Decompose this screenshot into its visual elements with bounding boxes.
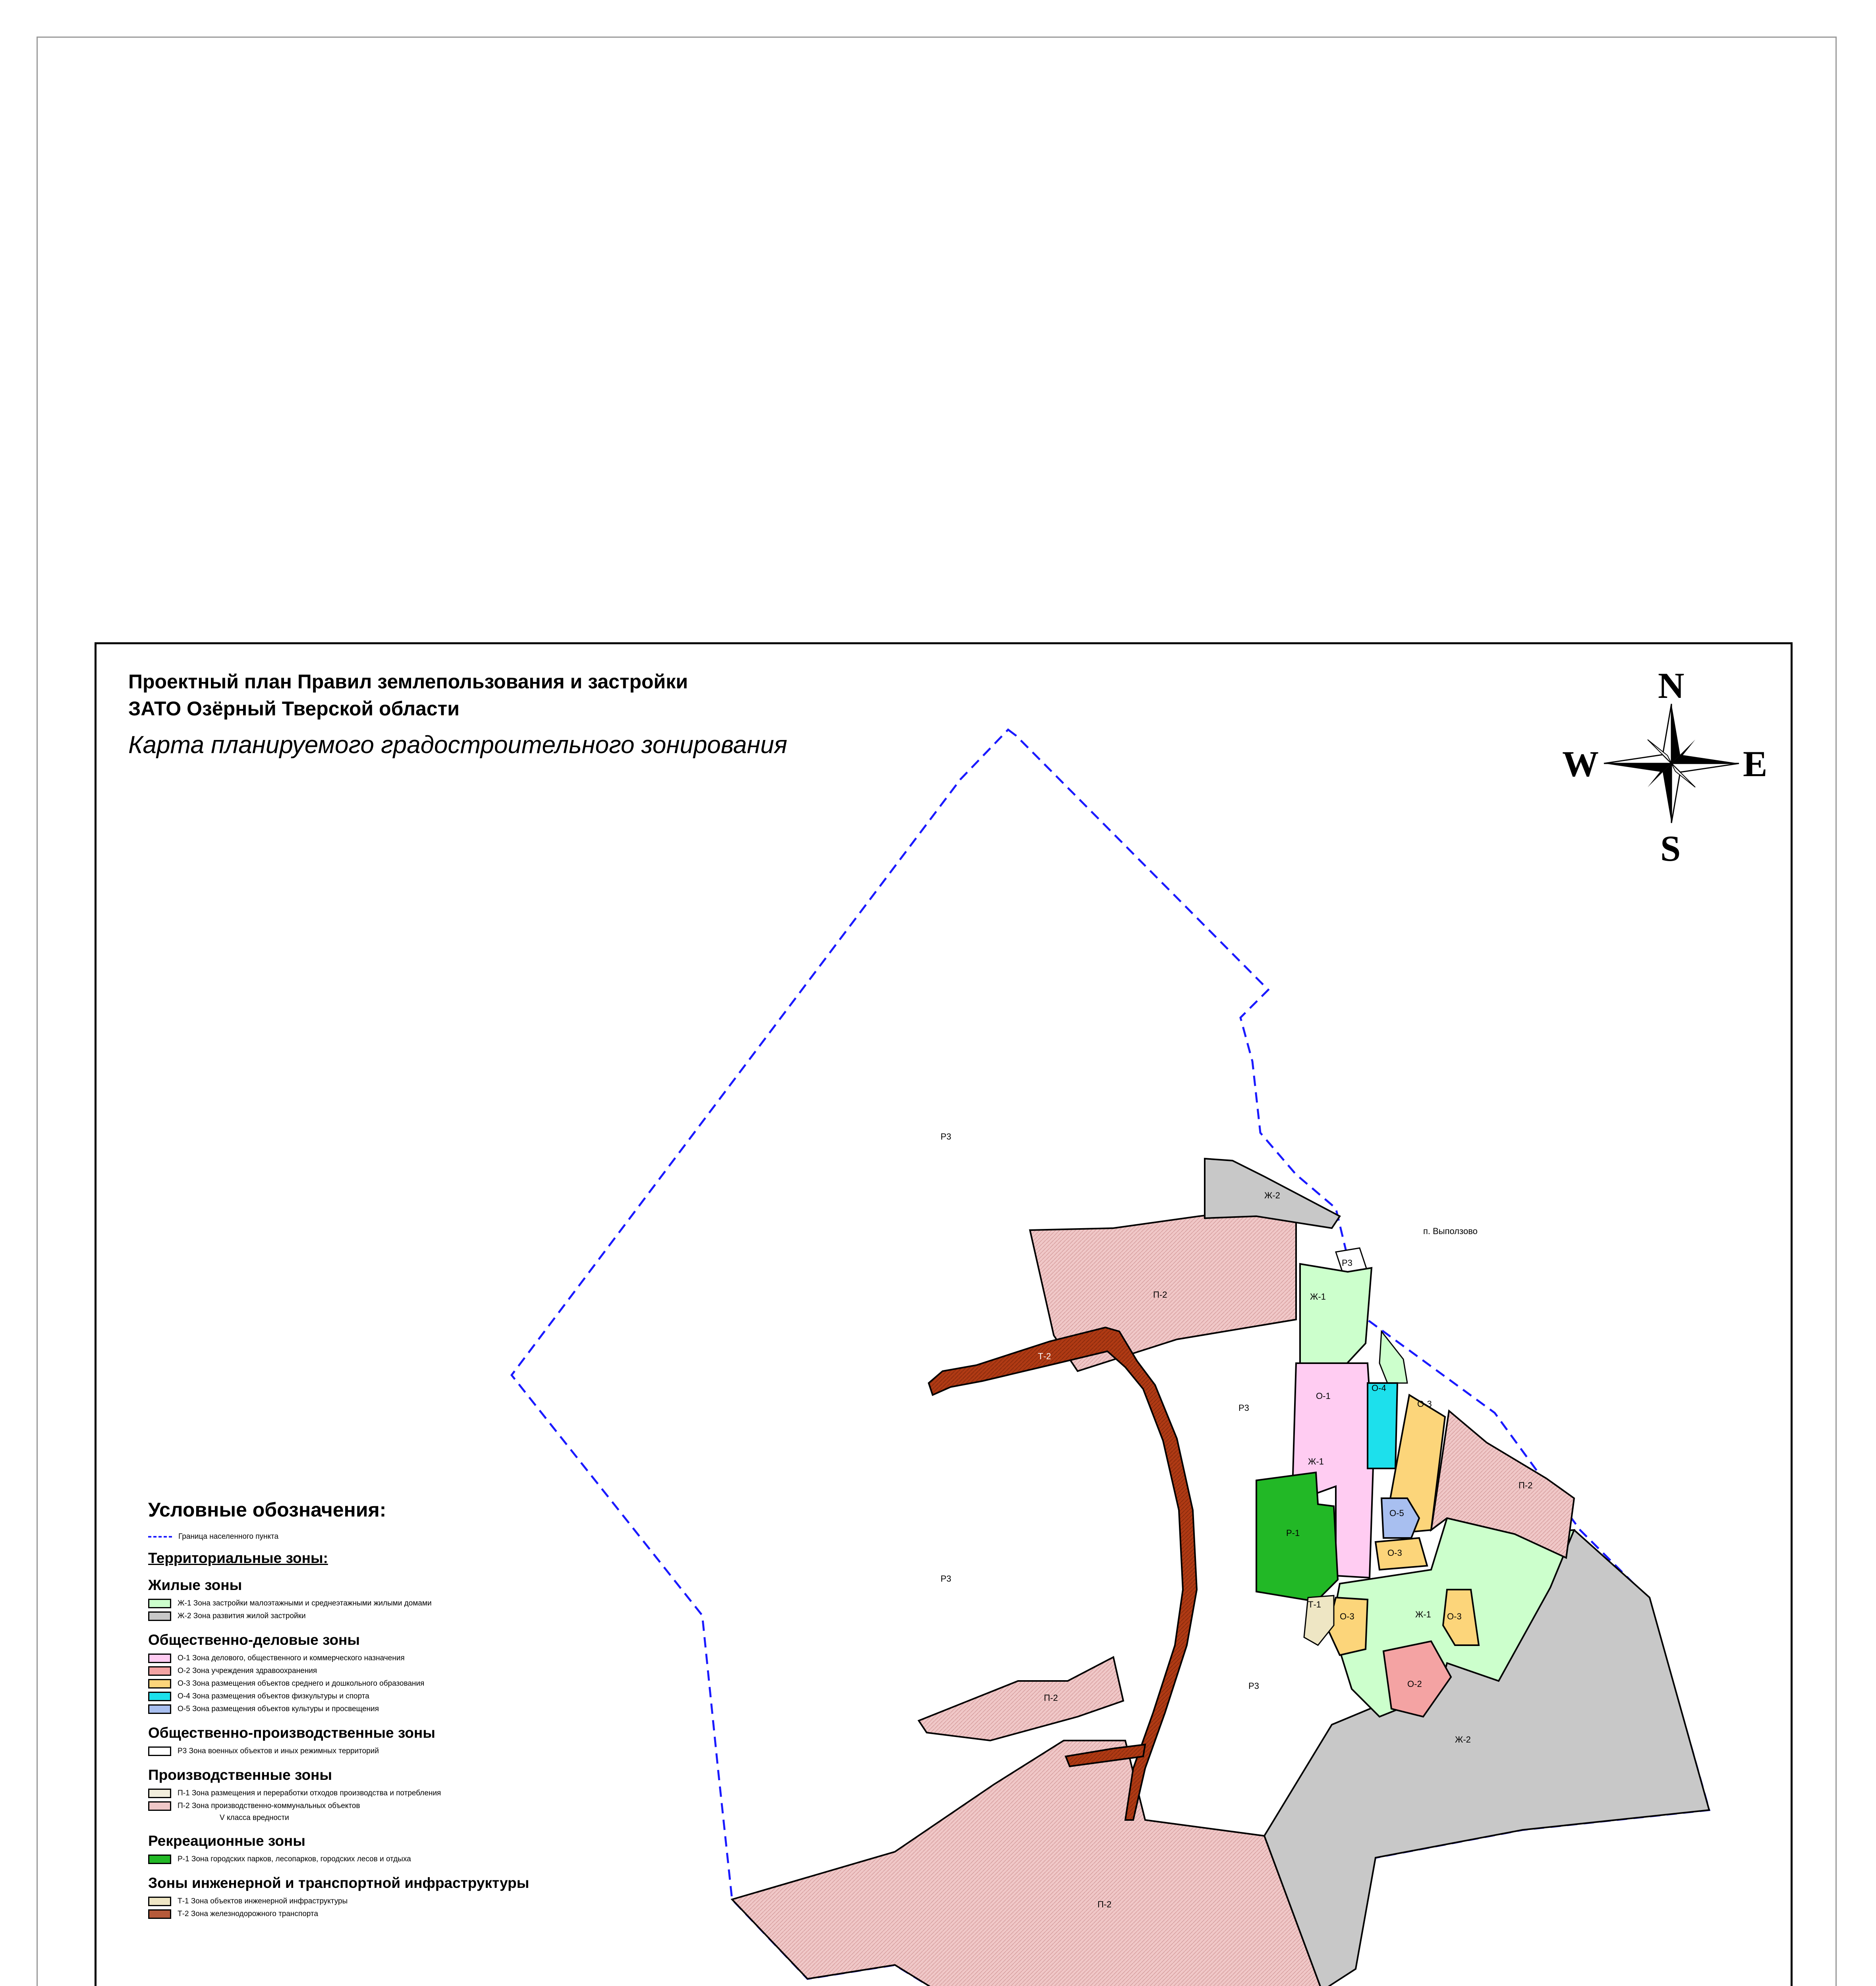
legend-item — [148, 1909, 665, 1919]
legend-item — [148, 1746, 665, 1756]
label-zh1-south: Ж-1 — [1415, 1609, 1431, 1619]
label-r3-south: Р3 — [1248, 1681, 1259, 1691]
zone-zh1-north — [1300, 1264, 1372, 1371]
legend-swatch-o1 — [148, 1654, 171, 1663]
label-r3-center: Р3 — [1238, 1403, 1249, 1413]
legend-item-label: О-5 Зона размещения объектов культуры и просвещения — [178, 1705, 379, 1713]
legend-item — [148, 1854, 665, 1864]
map-frame — [95, 642, 1793, 1986]
legend-swatch-p1 — [148, 1789, 171, 1798]
legend-boundary-label: Граница населенного пункта — [178, 1532, 279, 1541]
legend-group-heading: Жилые зоны — [148, 1577, 242, 1593]
legend-swatch-o2 — [148, 1666, 171, 1676]
label-t2: Т-2 — [1038, 1351, 1051, 1361]
legend-item-label: Р-1 Зона городских парков, лесопарков, городских лесов и отдыха — [178, 1855, 411, 1863]
legend-territorial-heading: Территориальные зоны: — [148, 1550, 328, 1566]
legend-item-label: О-2 Зона учреждения здравоохранения — [178, 1667, 317, 1675]
label-o3-west: О-3 — [1340, 1611, 1354, 1621]
label-o4: О-4 — [1372, 1383, 1386, 1393]
legend-group-heading: Общественно-производственные зоны — [148, 1725, 435, 1741]
title-line-1: Проектный план Правил землепользования и застройки — [128, 670, 688, 693]
legend-item — [148, 1679, 665, 1689]
compass-w: W — [1562, 744, 1599, 784]
legend — [148, 1498, 665, 1922]
label-p2-east: П-2 — [1519, 1480, 1533, 1490]
label-t1: Т-1 — [1308, 1600, 1321, 1609]
compass-n: N — [1658, 665, 1685, 706]
label-settlement: п. Выползово — [1423, 1226, 1478, 1236]
legend-boundary — [148, 1532, 665, 1542]
legend-item-label: О-3 Зона размещения объектов среднего и дошкольного образования — [178, 1679, 425, 1688]
label-r3-small: Р3 — [1342, 1258, 1352, 1268]
legend-group-heading: Рекреационные зоны — [148, 1833, 305, 1849]
label-o3-east-small: О-3 — [1447, 1611, 1462, 1621]
legend-swatch-o4 — [148, 1692, 171, 1701]
label-r1: Р-1 — [1286, 1528, 1300, 1538]
legend-swatch-zh2 — [148, 1611, 171, 1621]
legend-group-heading: Производственные зоны — [148, 1767, 332, 1783]
title-line-2: ЗАТО Озёрный Тверской области — [128, 697, 460, 720]
legend-item — [148, 1691, 665, 1702]
legend-item-label: Ж-2 Зона развития жилой застройки — [178, 1612, 306, 1620]
legend-group-heading: Общественно-деловые зоны — [148, 1632, 360, 1648]
legend-item-label: Т-1 Зона объектов инженерной инфраструктуры — [178, 1897, 348, 1905]
label-zh2-north: Ж-2 — [1264, 1190, 1280, 1200]
legend-item-label: О-1 Зона делового, общественного и коммерческого назначения — [178, 1654, 405, 1662]
zone-p2-west — [919, 1657, 1123, 1741]
zone-zh1-strip — [1379, 1331, 1407, 1383]
legend-item — [148, 1666, 665, 1676]
legend-swatch-o5 — [148, 1704, 171, 1714]
boundary-line-sample — [148, 1536, 172, 1538]
legend-item — [148, 1598, 665, 1609]
label-zh2-southeast: Ж-2 — [1455, 1735, 1471, 1745]
label-o3-east: О-3 — [1417, 1399, 1432, 1409]
legend-item — [148, 1896, 665, 1907]
legend-group-heading: Зоны инженерной и транспортной инфраструктуры — [148, 1875, 529, 1891]
compass-e: E — [1743, 744, 1768, 784]
label-p2-south: П-2 — [1097, 1899, 1112, 1909]
label-p2-north: П-2 — [1153, 1290, 1167, 1300]
legend-item-label: П-2 Зона производственно-коммунальных объектов — [178, 1802, 360, 1810]
label-o2: О-2 — [1407, 1679, 1422, 1689]
legend-swatch-r1 — [148, 1855, 171, 1864]
legend-item — [148, 1704, 665, 1714]
legend-item — [148, 1801, 665, 1811]
compass-rose — [1562, 665, 1767, 869]
label-o1: О-1 — [1316, 1391, 1331, 1401]
legend-item-label: П-1 Зона размещения и переработки отходов производства и потребления — [178, 1789, 441, 1797]
label-o3-center: О-3 — [1387, 1548, 1402, 1558]
compass-s: S — [1660, 828, 1681, 869]
label-r3-west: Р3 — [941, 1574, 951, 1584]
legend-swatch-zh1 — [148, 1599, 171, 1608]
legend-title: Условные обозначения: — [148, 1499, 386, 1521]
legend-item — [148, 1653, 665, 1663]
legend-swatch-t2 — [148, 1909, 171, 1919]
label-zh1-center: Ж-1 — [1308, 1457, 1324, 1466]
label-r3-north: Р3 — [941, 1132, 951, 1142]
legend-swatch-p2 — [148, 1801, 171, 1811]
legend-swatch-o3 — [148, 1679, 171, 1688]
legend-item-label: Ж-1 Зона застройки малоэтажными и среднеэтажными жилыми домами — [178, 1599, 432, 1607]
map-subtitle: Карта планируемого градостроительного зонирования — [128, 731, 787, 759]
legend-item — [148, 1788, 665, 1799]
legend-item-sublabel: V класса вредности — [220, 1814, 289, 1822]
legend-swatch-r3 — [148, 1746, 171, 1756]
label-zh1-north: Ж-1 — [1310, 1292, 1326, 1302]
legend-item-label: О-4 Зона размещения объектов физкультуры и спорта — [178, 1692, 369, 1700]
legend-item — [148, 1611, 665, 1621]
legend-item-label: Т-2 Зона железнодорожного транспорта — [178, 1910, 318, 1918]
zone-o4 — [1368, 1383, 1397, 1468]
label-o5: О-5 — [1389, 1508, 1404, 1518]
label-p2-west: П-2 — [1044, 1693, 1058, 1703]
legend-item-label: Р3 Зона военных объектов и иных режимных территорий — [178, 1747, 379, 1755]
legend-swatch-t1 — [148, 1897, 171, 1906]
zone-p2-south — [732, 1741, 1322, 1986]
